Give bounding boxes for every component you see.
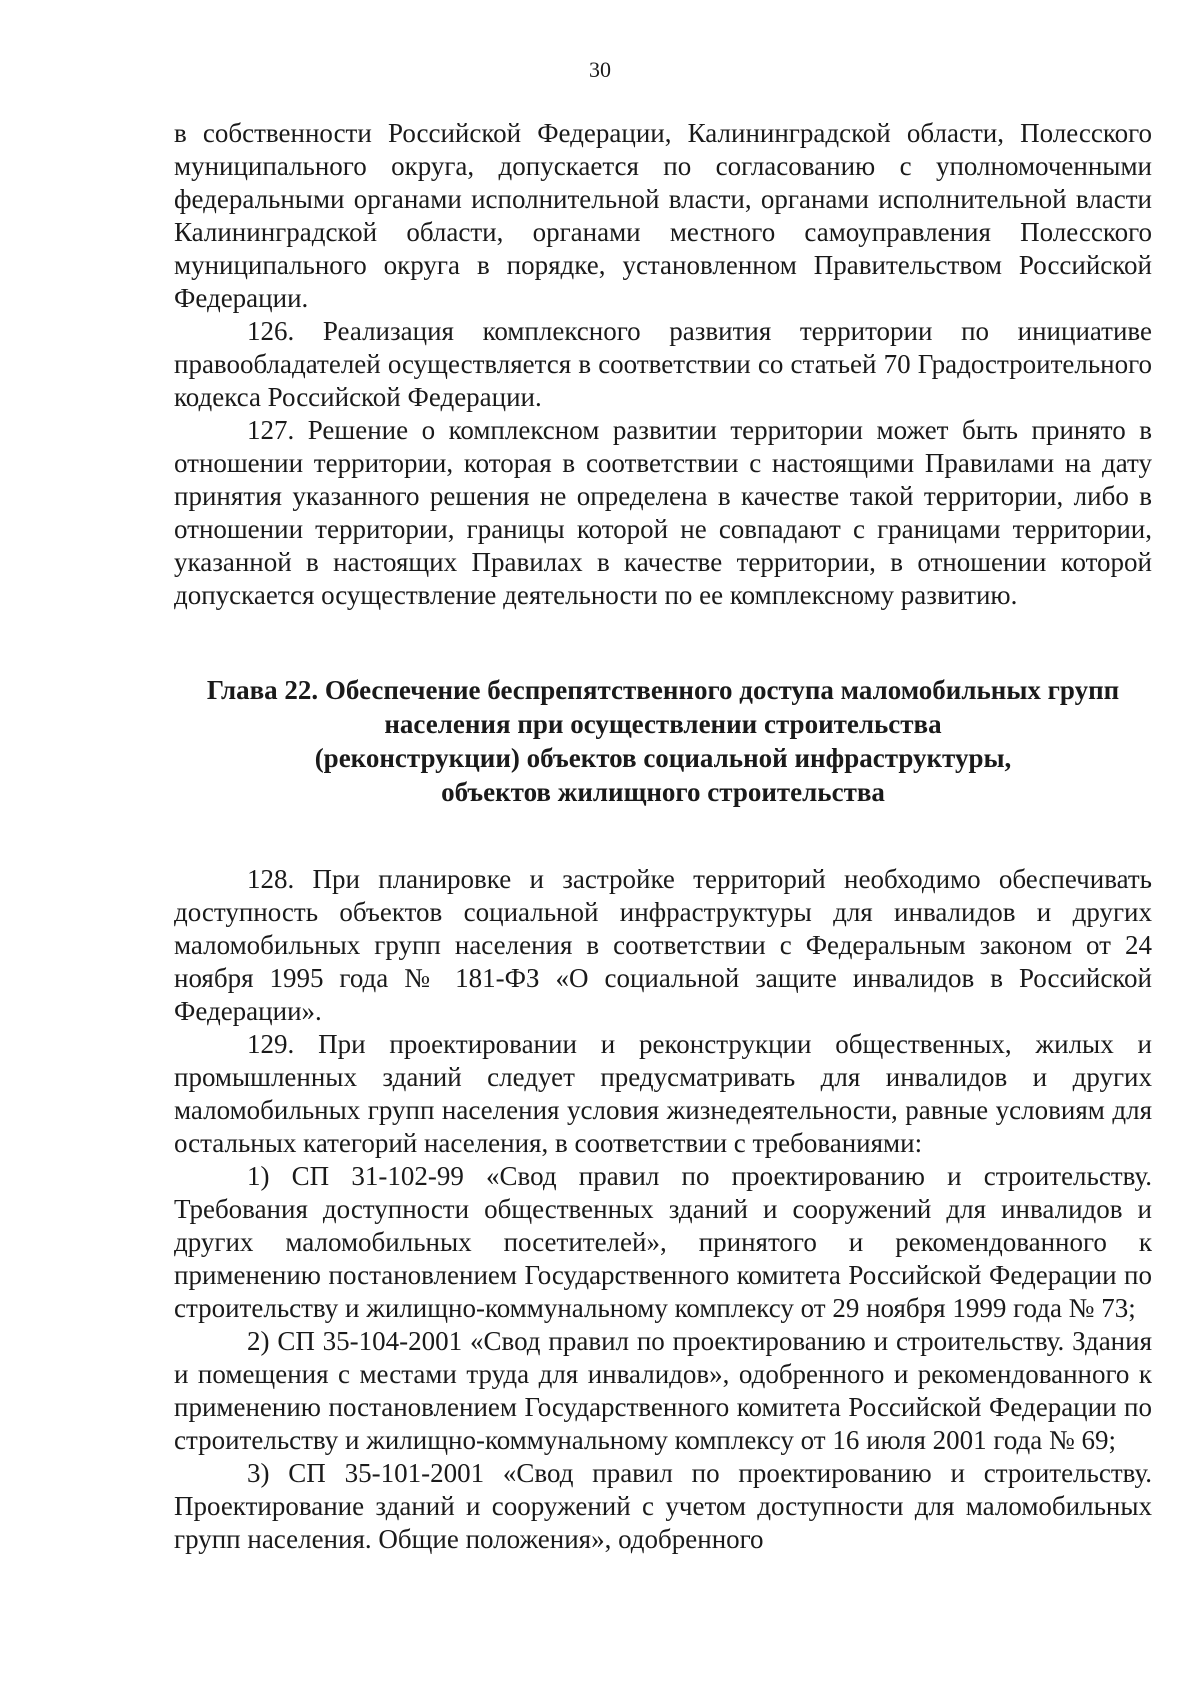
page-number: 30 bbox=[589, 57, 611, 82]
list-item-2: 2) СП 35-104-2001 «Свод правил по проектированию и строительству. Здания и помещения с местами труда для инвалидов», одобренного и рекомендованного к применению постановлением Государственного комитета Российской Федерации по строительству и жилищно-коммунальному комплексу от 16 июля 2001 года № 69; bbox=[174, 1326, 1152, 1455]
chapter-heading-line: населения при осуществлении строительства bbox=[384, 709, 942, 739]
list-item-1: 1) СП 31-102-99 «Свод правил по проектированию и строительству. Требования доступности общественных зданий и сооружений для инвалидов и других маломобильных посетителей», принятого и рекомендованного к применению постановлением Государственного комитета Российской Федерации по строительству и жилищно-коммунальному комплексу от 29 ноября 1999 года № 73; bbox=[174, 1161, 1152, 1323]
chapter-heading-line: объектов жилищного строительства bbox=[441, 777, 885, 807]
chapter-heading-line: Глава 22. Обеспечение беспрепятственного доступа маломобильных групп bbox=[206, 675, 1120, 705]
text-block-continuation bbox=[174, 117, 1152, 612]
paragraph-127: 127. Решение о комплексном развитии территории может быть принято в отношении территории, которая в соответствии с настоящими Правилами на дату принятия указанного решения не определена в качестве такой территории, либо в отношении территории, границы которой не совпадают с границами территории, указанной в настоящих Правилах в качестве территории, в отношении которой допускается осуществление деятельности по ее комплексному развитию. bbox=[174, 415, 1152, 610]
paragraph-continued: в собственности Российской Федерации, Калининградской области, Полесского муниципального округа, допускается по согласованию с уполномоченными федеральными органами исполнительной власти, органами исполнительной власти Калининградской области, органами местного самоуправления Полесского муниципального округа в порядке, установленном Правительством Российской Федерации. bbox=[174, 118, 1152, 313]
chapter-heading-line: (реконструкции) объектов социальной инфраструктуры, bbox=[314, 743, 1012, 773]
paragraph-129: 129. При проектировании и реконструкции общественных, жилых и промышленных зданий следует предусматривать для инвалидов и других маломобильных групп населения условия жизнедеятельности, равные условиям для остальных категорий населения, в соответствии с требованиями: bbox=[174, 1029, 1152, 1158]
text-block-chapter-22 bbox=[174, 863, 1152, 1556]
paragraph-128: 128. При планировке и застройке территорий необходимо обеспечивать доступность объектов социальной инфраструктуры для инвалидов и других маломобильных групп населения в соответствии с Федеральным законом от 24 ноября 1995 года № 181-ФЗ «О социальной защите инвалидов в Российской Федерации». bbox=[174, 864, 1152, 1026]
paragraph-126: 126. Реализация комплексного развития территории по инициативе правообладателей осуществляется в соответствии со статьей 70 Градостроительного кодекса Российской Федерации. bbox=[174, 316, 1152, 412]
chapter-22-heading bbox=[150, 673, 1176, 809]
list-item-3: 3) СП 35-101-2001 «Свод правил по проектированию и строительству. Проектирование зданий и сооружений с учетом доступности для маломобильных групп населения. Общие положения», одобренного bbox=[174, 1458, 1152, 1554]
